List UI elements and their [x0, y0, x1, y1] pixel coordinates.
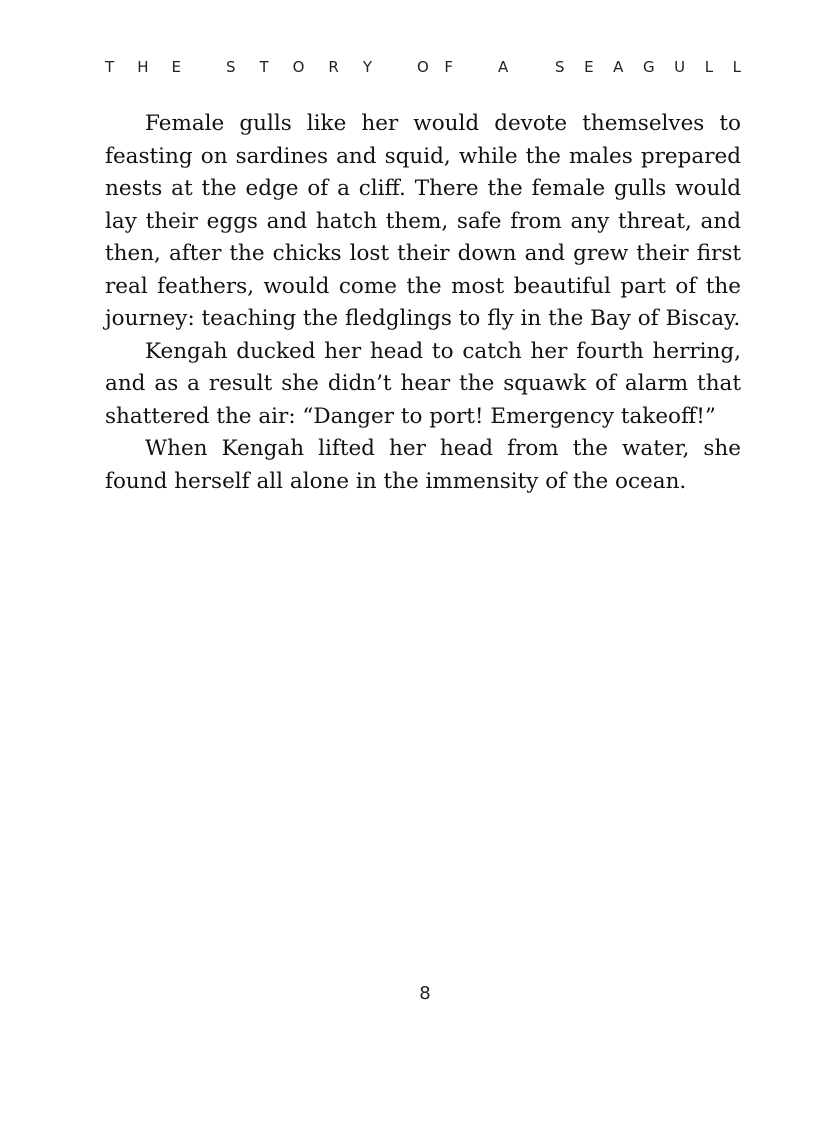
running-head-letter: A: [498, 58, 509, 76]
paragraph-kengah-ducked: Kengah ducked her head to catch her fourth herring, and as a result she didn’t hear the squawk of alarm that shattered the air: “Danger to port! Emergency takeoff!”: [105, 338, 741, 429]
running-head-letter: Y: [362, 58, 372, 76]
running-head-letter: S: [555, 58, 565, 76]
running-head-letter: F: [444, 58, 453, 76]
running-head-word-seagull: [555, 58, 741, 76]
running-head-letter: E: [171, 58, 181, 76]
paragraph-kengah-lifted: When Kengah lifted her head from the water, she found herself all alone in the immensity of the ocean.: [105, 436, 741, 494]
running-head-word-a: [498, 58, 510, 76]
body-text: [105, 108, 741, 498]
running-head-letter: L: [704, 58, 714, 76]
running-head-word-the: [105, 58, 181, 76]
running-head-letter: H: [137, 58, 149, 76]
running-head-letter: R: [328, 58, 339, 76]
running-head-letter: E: [584, 58, 594, 76]
running-head-letter: L: [732, 58, 741, 76]
running-head-letter: T: [105, 58, 115, 76]
running-head-letter: A: [613, 58, 624, 76]
running-head: [105, 58, 741, 76]
running-head-word-story: [226, 58, 372, 76]
running-head-letter: S: [226, 58, 236, 76]
running-head-letter: O: [292, 58, 305, 76]
running-head-letter: O: [417, 58, 429, 76]
paragraph-female-gulls: Female gulls like her would devote themselves to feasting on sardines and squid, while the males prepared nests at the edge of a cliff. There the female gulls would lay their eggs and hatch them, safe from any threat, and then, after the chicks lost their down and grew their first real feathers, would come the most beautiful part of the journey: teaching the fledglings to fly in the Bay of Biscay.: [105, 111, 741, 331]
running-head-word-of: [417, 58, 453, 76]
running-head-letter: G: [642, 58, 655, 76]
running-head-letter: T: [259, 58, 269, 76]
page-number: 8: [419, 983, 431, 1004]
running-head-letter: U: [674, 58, 686, 76]
